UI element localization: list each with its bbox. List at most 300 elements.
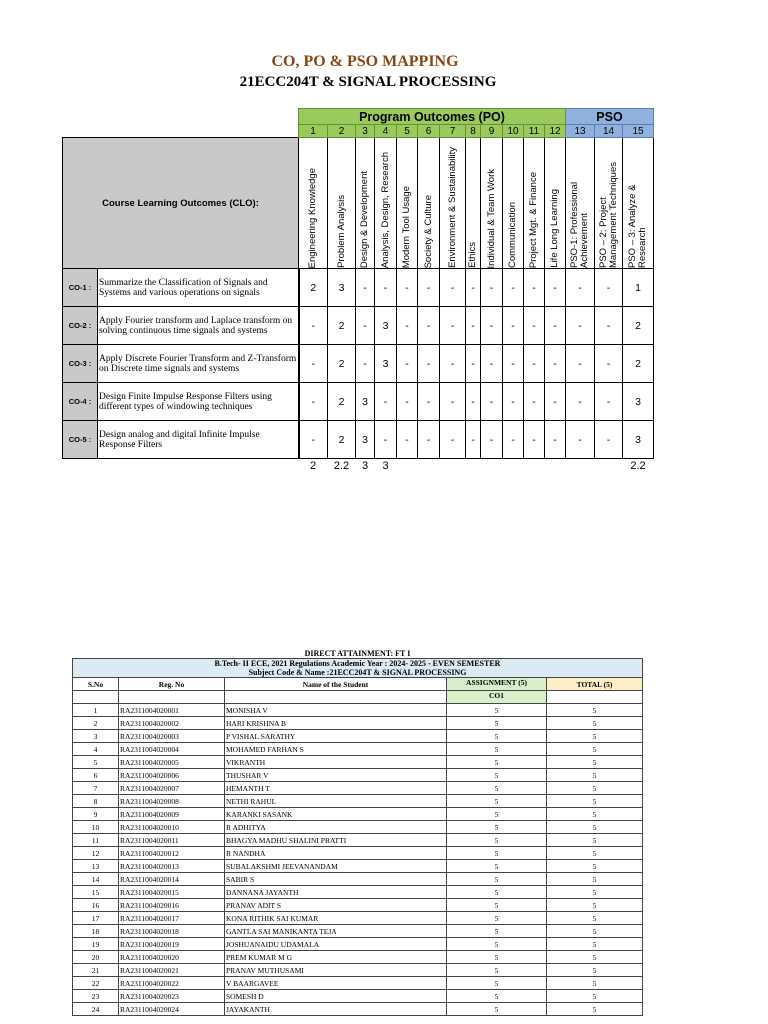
attainment-table: [72, 648, 643, 1016]
pso-header: PSO: [566, 109, 654, 125]
student-total: 5: [547, 704, 643, 717]
student-sno: 13: [73, 860, 119, 873]
mapping-value: 3: [375, 345, 397, 383]
outcome-number: 8: [466, 125, 481, 138]
student-reg-no: RA2311004020004: [119, 743, 225, 756]
student-sno: 18: [73, 925, 119, 938]
mapping-value: -: [595, 307, 623, 345]
student-assignment: 5: [447, 899, 547, 912]
student-name: HARI KRISHNA B: [225, 717, 447, 730]
average-value: [503, 459, 524, 474]
outcome-number: 5: [397, 125, 418, 138]
student-assignment: 5: [447, 912, 547, 925]
header-total: TOTAL (5): [547, 678, 643, 691]
student-total: 5: [547, 834, 643, 847]
student-reg-no: RA2311004020022: [119, 977, 225, 990]
mapping-value: -: [481, 345, 503, 383]
student-sno: 16: [73, 899, 119, 912]
mapping-value: -: [545, 307, 566, 345]
student-sno: 7: [73, 782, 119, 795]
outcome-name: Ethics: [467, 242, 478, 268]
outcome-name: Problem Analysis: [335, 195, 347, 268]
co-label: CO-4 :: [63, 383, 98, 421]
average-value: [418, 459, 440, 474]
average-value: [397, 459, 418, 474]
mapping-value: -: [375, 269, 397, 307]
student-total: 5: [547, 756, 643, 769]
student-total: 5: [547, 912, 643, 925]
student-name: KARANKI SASANK: [225, 808, 447, 821]
mapping-value: -: [397, 421, 418, 459]
student-name: SOMESH D: [225, 990, 447, 1003]
student-name: R NANDHA: [225, 847, 447, 860]
table-row: [73, 951, 643, 964]
student-total: 5: [547, 782, 643, 795]
outcome-name: Life Long Learning: [549, 189, 560, 268]
student-assignment: 5: [447, 782, 547, 795]
student-total: 5: [547, 873, 643, 886]
page-subtitle: 21ECC204T & SIGNAL PROCESSING: [239, 74, 497, 90]
outcome-number: 15: [623, 125, 654, 138]
outcome-name: Modern Tool Usage: [401, 185, 412, 268]
student-name: BHAGYA MADHU SHALINI PRATTI: [225, 834, 447, 847]
student-name: NETHI RAHUL: [225, 795, 447, 808]
student-name: KONA RITHIK SAI KUMAR: [225, 912, 447, 925]
table-row: [73, 847, 643, 860]
student-name: SUBALAKSHMI JEEVANANDAM: [225, 860, 447, 873]
mapping-value: -: [595, 345, 623, 383]
outcome-name: Environment & Sustainability: [446, 147, 458, 268]
student-sno: 14: [73, 873, 119, 886]
average-value: [440, 459, 466, 474]
student-reg-no: RA2311004020006: [119, 769, 225, 782]
student-assignment: 5: [447, 743, 547, 756]
table-row: [73, 938, 643, 951]
outcome-name: Design & Development: [359, 170, 370, 268]
table-row: [73, 730, 643, 743]
mapping-value: -: [356, 269, 375, 307]
student-sno: 5: [73, 756, 119, 769]
student-assignment: 5: [447, 769, 547, 782]
mapping-value: 3: [623, 421, 654, 459]
mapping-value: -: [566, 421, 595, 459]
outcome-number: 9: [481, 125, 503, 138]
mapping-value: 1: [623, 269, 654, 307]
table-row: [73, 743, 643, 756]
student-assignment: 5: [447, 925, 547, 938]
mapping-value: 2: [623, 345, 654, 383]
student-total: 5: [547, 899, 643, 912]
student-reg-no: RA2311004020008: [119, 795, 225, 808]
co-label: CO-3 :: [63, 345, 98, 383]
mapping-value: -: [418, 269, 440, 307]
student-name: MOHAMED FARHAN S: [225, 743, 447, 756]
mapping-value: -: [503, 307, 524, 345]
co-description: Design analog and digital Infinite Impulse Response Filters: [98, 421, 299, 459]
mapping-value: -: [299, 421, 328, 459]
outcome-name-cell: [375, 138, 397, 269]
blank-cell: [63, 459, 299, 474]
student-total: 5: [547, 730, 643, 743]
student-total: 5: [547, 925, 643, 938]
mapping-value: -: [466, 383, 481, 421]
outcome-number: 12: [545, 125, 566, 138]
mapping-value: -: [440, 307, 466, 345]
mapping-value: 2: [328, 383, 356, 421]
student-reg-no: RA2311004020001: [119, 704, 225, 717]
average-value: [481, 459, 503, 474]
outcome-number: 1: [299, 125, 328, 138]
mapping-value: -: [503, 345, 524, 383]
table-row: [73, 795, 643, 808]
mapping-value: -: [440, 269, 466, 307]
mapping-value: 3: [623, 383, 654, 421]
table-row: [73, 1003, 643, 1016]
student-sno: 9: [73, 808, 119, 821]
co-label: CO-2 :: [63, 307, 98, 345]
attainment-info-line1: B.Tech- II ECE, 2021 Regulations Academic Year : 2024- 2025 - EVEN SEMESTER: [214, 659, 501, 668]
blank-corner: [63, 125, 299, 138]
outcome-name-cell: [356, 138, 375, 269]
mapping-value: -: [375, 383, 397, 421]
clo-header: Course Learning Outcomes (CLO):: [63, 138, 299, 269]
student-name: V BAARGAVEE: [225, 977, 447, 990]
average-value: 2.2: [333, 460, 350, 472]
outcome-name: Society & Culture: [422, 194, 434, 268]
table-row: [63, 307, 654, 345]
mapping-value: -: [481, 421, 503, 459]
student-total: 5: [547, 1003, 643, 1016]
outcome-name-cell: [566, 138, 595, 269]
student-reg-no: RA2311004020013: [119, 860, 225, 873]
co-description: Design Finite Impulse Response Filters using different types of windowing techniques: [98, 383, 299, 421]
mapping-value: -: [566, 269, 595, 307]
mapping-value: -: [466, 307, 481, 345]
student-sno: 2: [73, 717, 119, 730]
table-row: [73, 886, 643, 899]
student-reg-no: RA2311004020017: [119, 912, 225, 925]
student-assignment: 5: [447, 964, 547, 977]
student-reg-no: RA2311004020003: [119, 730, 225, 743]
student-total: 5: [547, 808, 643, 821]
student-assignment: 5: [447, 834, 547, 847]
student-sno: 11: [73, 834, 119, 847]
student-reg-no: RA2311004020009: [119, 808, 225, 821]
student-reg-no: RA2311004020012: [119, 847, 225, 860]
outcome-number: 6: [418, 125, 440, 138]
outcome-name-row: [63, 138, 654, 269]
mapping-value: -: [545, 421, 566, 459]
student-name: VIKRANTH: [225, 756, 447, 769]
header-assignment: ASSIGNMENT (5): [447, 678, 547, 691]
co-description: Summarize the Classification of Signals and Systems and various operations on signals: [98, 269, 299, 307]
mapping-value: -: [397, 383, 418, 421]
table-row: [63, 269, 654, 307]
average-value: [566, 459, 595, 474]
table-row: [73, 834, 643, 847]
outcome-name: Analysis, Design, Research: [379, 151, 391, 268]
outcome-number: 13: [566, 125, 595, 138]
mapping-value: -: [466, 345, 481, 383]
mapping-value: 3: [328, 269, 356, 307]
student-sno: 21: [73, 964, 119, 977]
student-sno: 23: [73, 990, 119, 1003]
blank-cell: [73, 691, 119, 704]
mapping-value: -: [566, 345, 595, 383]
outcome-name-cell: [524, 138, 545, 269]
student-total: 5: [547, 769, 643, 782]
mapping-value: -: [466, 269, 481, 307]
student-name: R ADHITYA: [225, 821, 447, 834]
average-value: 3: [361, 460, 369, 472]
mapping-value: -: [524, 307, 545, 345]
student-assignment: 5: [447, 873, 547, 886]
table-row: [73, 717, 643, 730]
student-sno: 1: [73, 704, 119, 717]
mapping-value: -: [481, 307, 503, 345]
attainment-info-line2: Subject Code & Name :21ECC204T & SIGNAL PROCESSING: [248, 668, 467, 677]
outcome-name: PSO – 2: Project Management Techniques: [597, 162, 619, 268]
student-sno: 10: [73, 821, 119, 834]
student-sno: 19: [73, 938, 119, 951]
mapping-value: -: [440, 383, 466, 421]
student-assignment: 5: [447, 808, 547, 821]
student-assignment: 5: [447, 977, 547, 990]
mapping-value: -: [299, 307, 328, 345]
mapping-value: 2: [328, 345, 356, 383]
average-value: 2.2: [630, 460, 646, 472]
student-sno: 15: [73, 886, 119, 899]
student-name: GANTLA SAI MANIKANTA TEJA: [225, 925, 447, 938]
student-reg-no: RA2311004020015: [119, 886, 225, 899]
student-assignment: 5: [447, 704, 547, 717]
outcome-number: 2: [328, 125, 356, 138]
mapping-value: -: [503, 383, 524, 421]
mapping-value: -: [356, 345, 375, 383]
table-row: [73, 873, 643, 886]
co-label: CO-5 :: [63, 421, 98, 459]
mapping-value: 2: [328, 421, 356, 459]
outcome-name-cell: [595, 138, 623, 269]
outcome-name: Communication: [507, 202, 518, 268]
table-row: [73, 704, 643, 717]
mapping-value: -: [397, 307, 418, 345]
co-description: Apply Discrete Fourier Transform and Z-Transform on Discrete time signals and systems: [98, 345, 299, 383]
student-total: 5: [547, 860, 643, 873]
mapping-value: -: [418, 307, 440, 345]
student-reg-no: RA2311004020018: [119, 925, 225, 938]
mapping-value: 2: [328, 307, 356, 345]
student-assignment: 5: [447, 756, 547, 769]
outcome-name-cell: [397, 138, 418, 269]
mapping-value: -: [566, 307, 595, 345]
student-name: PREM KUMAR M G: [225, 951, 447, 964]
student-total: 5: [547, 886, 643, 899]
student-sno: 8: [73, 795, 119, 808]
student-name: MONISHA V: [225, 704, 447, 717]
mapping-value: -: [595, 383, 623, 421]
mapping-value: 3: [356, 383, 375, 421]
student-total: 5: [547, 821, 643, 834]
mapping-value: -: [503, 269, 524, 307]
student-name: PRANAV MUTHUSAMI: [225, 964, 447, 977]
student-reg-no: RA2311004020010: [119, 821, 225, 834]
average-value: 3: [382, 460, 389, 472]
mapping-value: 2: [623, 307, 654, 345]
mapping-value: -: [299, 383, 328, 421]
average-row: [63, 459, 654, 474]
header-reg-no: Reg. No: [119, 678, 225, 691]
student-sno: 17: [73, 912, 119, 925]
blank-corner: [63, 109, 299, 125]
mapping-value: -: [595, 269, 623, 307]
outcome-name-cell: [418, 138, 440, 269]
header-sno: S.No: [73, 678, 119, 691]
co-label: CO-1 :: [63, 269, 98, 307]
student-name: JOSHUANAIDU UDAMALA: [225, 938, 447, 951]
student-name: HEMANTH T: [225, 782, 447, 795]
table-row: [73, 808, 643, 821]
table-row: [73, 860, 643, 873]
student-reg-no: RA2311004020020: [119, 951, 225, 964]
table-row: [73, 990, 643, 1003]
outcome-name-cell: [440, 138, 466, 269]
mapping-value: 3: [375, 307, 397, 345]
student-assignment: 5: [447, 1003, 547, 1016]
student-assignment: 5: [447, 730, 547, 743]
student-assignment: 5: [447, 951, 547, 964]
student-reg-no: RA2311004020023: [119, 990, 225, 1003]
student-assignment: 5: [447, 717, 547, 730]
mapping-value: -: [418, 421, 440, 459]
outcome-name: PSO – 3: Analyze & Research: [627, 184, 648, 268]
mapping-value: 3: [356, 421, 375, 459]
student-reg-no: RA2311004020021: [119, 964, 225, 977]
student-assignment: 5: [447, 990, 547, 1003]
student-total: 5: [547, 795, 643, 808]
student-assignment: 5: [447, 938, 547, 951]
student-assignment: 5: [447, 795, 547, 808]
outcome-name: Project Mgt. & Finance: [528, 171, 539, 268]
table-row: [73, 899, 643, 912]
table-row: [73, 912, 643, 925]
student-assignment: 5: [447, 860, 547, 873]
student-total: 5: [547, 743, 643, 756]
table-row: [73, 821, 643, 834]
mapping-value: -: [397, 269, 418, 307]
student-sno: 24: [73, 1003, 119, 1016]
mapping-value: -: [397, 345, 418, 383]
outcome-name-cell: [545, 138, 566, 269]
outcome-name: Individual & Team Work: [485, 168, 497, 268]
table-row: [73, 925, 643, 938]
mapping-value: -: [545, 345, 566, 383]
header-co1: CO1: [447, 691, 547, 704]
student-sno: 4: [73, 743, 119, 756]
outcome-number: 7: [440, 125, 466, 138]
mapping-value: -: [545, 383, 566, 421]
blank-cell: [547, 691, 643, 704]
mapping-value: -: [524, 421, 545, 459]
mapping-value: -: [566, 383, 595, 421]
student-name: P VISHAL SARATHY: [225, 730, 447, 743]
mapping-value: -: [356, 307, 375, 345]
student-sno: 6: [73, 769, 119, 782]
table-row: [63, 421, 654, 459]
outcome-name-cell: [328, 138, 356, 269]
student-sno: 22: [73, 977, 119, 990]
page-title: CO, PO & PSO MAPPING: [271, 53, 459, 70]
table-row: [73, 964, 643, 977]
student-sno: 3: [73, 730, 119, 743]
student-total: 5: [547, 990, 643, 1003]
mapping-value: -: [524, 383, 545, 421]
outcome-name-cell: [503, 138, 524, 269]
student-total: 5: [547, 977, 643, 990]
mapping-value: -: [503, 421, 524, 459]
mapping-value: -: [299, 345, 328, 383]
mapping-value: -: [545, 269, 566, 307]
blank-cell: [225, 691, 447, 704]
mapping-value: -: [481, 269, 503, 307]
table-row: [63, 345, 654, 383]
table-row: [73, 782, 643, 795]
outcome-number: 10: [503, 125, 524, 138]
co-description: Apply Fourier transform and Laplace transform on solving continuous time signals and systems: [98, 307, 299, 345]
mapping-value: -: [524, 345, 545, 383]
student-name: DANNANA JAYANTH: [225, 886, 447, 899]
student-assignment: 5: [447, 847, 547, 860]
po-header: Program Outcomes (PO): [299, 109, 566, 125]
outcome-number: 4: [375, 125, 397, 138]
mapping-value: -: [440, 421, 466, 459]
outcome-name: Engineering Knowledge: [307, 167, 318, 268]
mapping-value: -: [375, 421, 397, 459]
mapping-value: -: [481, 383, 503, 421]
mapping-value: -: [418, 383, 440, 421]
outcome-number-row: [63, 125, 654, 138]
outcome-name-cell: [466, 138, 481, 269]
student-sno: 20: [73, 951, 119, 964]
table-row: [73, 977, 643, 990]
student-assignment: 5: [447, 886, 547, 899]
mapping-value: 2: [299, 269, 328, 307]
mapping-value: -: [524, 269, 545, 307]
header-student-name: Name of the Student: [225, 678, 447, 691]
student-name: PRANAV ADIT S: [225, 899, 447, 912]
outcome-number: 11: [524, 125, 545, 138]
mapping-value: -: [595, 421, 623, 459]
outcome-number: 14: [595, 125, 623, 138]
attainment-title: DIRECT ATTAINMENT: FT I: [304, 648, 411, 658]
blank-cell: [119, 691, 225, 704]
mapping-value: -: [440, 345, 466, 383]
student-total: 5: [547, 717, 643, 730]
student-assignment: 5: [447, 821, 547, 834]
student-reg-no: RA2311004020005: [119, 756, 225, 769]
student-reg-no: RA2311004020019: [119, 938, 225, 951]
average-value: [466, 459, 481, 474]
student-reg-no: RA2311004020016: [119, 899, 225, 912]
student-reg-no: RA2311004020007: [119, 782, 225, 795]
average-value: 2: [309, 460, 317, 472]
student-reg-no: RA2311004020024: [119, 1003, 225, 1016]
student-reg-no: RA2311004020002: [119, 717, 225, 730]
average-value: [545, 459, 566, 474]
student-reg-no: RA2311004020011: [119, 834, 225, 847]
mapping-table: [62, 108, 654, 473]
mapping-value: -: [418, 345, 440, 383]
